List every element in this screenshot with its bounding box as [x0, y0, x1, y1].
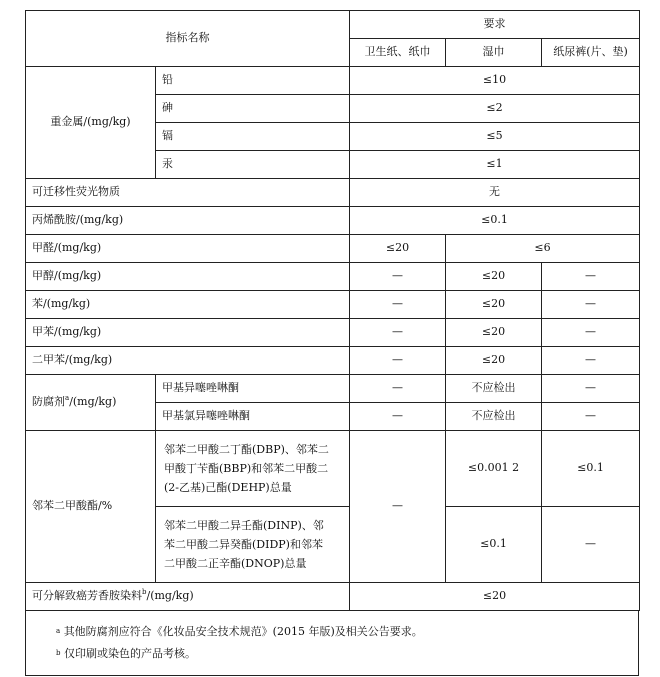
footnote-b	[56, 643, 638, 665]
preservative-label-unit: /(mg/kg)	[69, 395, 117, 409]
phthalate-sub2-diaper-value: —	[542, 507, 640, 583]
footnote-b-text: 仅印刷或染色的产品考核。	[63, 647, 196, 660]
phthalate-sub1-wet-value: ≤0.001 2	[446, 431, 542, 507]
xylene-wet-value: ≤20	[446, 347, 542, 375]
header-wet-wipes: 湿巾	[446, 39, 542, 67]
arsenic-value: ≤2	[350, 95, 640, 123]
standard-document	[25, 10, 639, 676]
phthalate-label: 邻苯二甲酸酯/%	[26, 431, 156, 583]
cadmium-label: 镉	[156, 123, 350, 151]
xylene-label: 二甲苯/(mg/kg)	[26, 347, 350, 375]
lead-value: ≤10	[350, 67, 640, 95]
cmit-wet-value: 不应检出	[446, 403, 542, 431]
toluene-tissue-value: —	[350, 319, 446, 347]
benzene-label: 苯/(mg/kg)	[26, 291, 350, 319]
methanol-label: 甲醇/(mg/kg)	[26, 263, 350, 291]
phthalate-tissue-value: —	[350, 431, 446, 583]
fluorescent-value: 无	[350, 179, 640, 207]
phthalate-sub1-line: 甲酸丁苄酯(BBP)和邻苯二甲酸二	[164, 462, 329, 475]
mit-label: 甲基异噻唑啉酮	[156, 375, 350, 403]
footnote-a-ref: a	[65, 394, 70, 403]
formaldehyde-tissue-value: ≤20	[350, 235, 446, 263]
toluene-diaper-value: —	[542, 319, 640, 347]
header-indicator-name: 指标名称	[26, 11, 350, 67]
mercury-label: 汞	[156, 151, 350, 179]
phthalate-sub2-line: 苯二甲酸二异癸酯(DIDP)和邻苯	[164, 538, 323, 551]
benzene-wet-value: ≤20	[446, 291, 542, 319]
methanol-diaper-value: —	[542, 263, 640, 291]
arsenic-label: 砷	[156, 95, 350, 123]
preservative-label	[26, 375, 156, 431]
formaldehyde-label: 甲醛/(mg/kg)	[26, 235, 350, 263]
acrylamide-label: 丙烯酰胺/(mg/kg)	[26, 207, 350, 235]
azo-dye-label-text: 可分解致癌芳香胺染料	[32, 589, 142, 603]
fluorescent-label: 可迁移性荧光物质	[26, 179, 350, 207]
mit-wet-value: 不应检出	[446, 375, 542, 403]
toluene-wet-value: ≤20	[446, 319, 542, 347]
footnote-b-mark: b	[56, 649, 61, 657]
cmit-diaper-value: —	[542, 403, 640, 431]
mit-diaper-value: —	[542, 375, 640, 403]
azo-dye-label-unit: /(mg/kg)	[146, 589, 194, 603]
phthalate-sub1-line: (2-乙基)己酯(DEHP)总量	[164, 481, 292, 494]
azo-dye-label	[26, 583, 350, 611]
cmit-tissue-value: —	[350, 403, 446, 431]
mercury-value: ≤1	[350, 151, 640, 179]
footnote-a-mark: a	[56, 627, 61, 635]
cmit-label: 甲基氯异噻唑啉酮	[156, 403, 350, 431]
phthalate-sub2-label	[156, 507, 350, 583]
formaldehyde-other-value: ≤6	[446, 235, 640, 263]
benzene-diaper-value: —	[542, 291, 640, 319]
header-tissue: 卫生纸、纸巾	[350, 39, 446, 67]
phthalate-sub1-label	[156, 431, 350, 507]
footnote-a-text: 其他防腐剂应符合《化妆品安全技术规范》(2015 年版)及相关公告要求。	[63, 625, 423, 638]
toluene-label: 甲苯/(mg/kg)	[26, 319, 350, 347]
acrylamide-value: ≤0.1	[350, 207, 640, 235]
phthalate-sub2-wet-value: ≤0.1	[446, 507, 542, 583]
phthalate-sub1-diaper-value: ≤0.1	[542, 431, 640, 507]
methanol-tissue-value: —	[350, 263, 446, 291]
azo-dye-value: ≤20	[350, 583, 640, 611]
heavy-metal-label: 重金属/(mg/kg)	[26, 67, 156, 179]
lead-label: 铅	[156, 67, 350, 95]
header-requirement: 要求	[350, 11, 640, 39]
footnote-b-ref: b	[142, 588, 147, 597]
phthalate-sub2-line: 邻苯二甲酸二异壬酯(DINP)、邻	[164, 519, 324, 532]
preservative-label-text: 防腐剂	[32, 395, 65, 409]
xylene-diaper-value: —	[542, 347, 640, 375]
header-diaper: 纸尿裤(片、垫)	[542, 39, 640, 67]
xylene-tissue-value: —	[350, 347, 446, 375]
requirements-table	[25, 10, 640, 611]
benzene-tissue-value: —	[350, 291, 446, 319]
cadmium-value: ≤5	[350, 123, 640, 151]
mit-tissue-value: —	[350, 375, 446, 403]
footnotes	[25, 611, 639, 676]
phthalate-sub2-line: 二甲酸二正辛酯(DNOP)总量	[164, 557, 307, 570]
footnote-a	[56, 621, 638, 643]
phthalate-sub1-line: 邻苯二甲酸二丁酯(DBP)、邻苯二	[164, 443, 329, 456]
methanol-wet-value: ≤20	[446, 263, 542, 291]
